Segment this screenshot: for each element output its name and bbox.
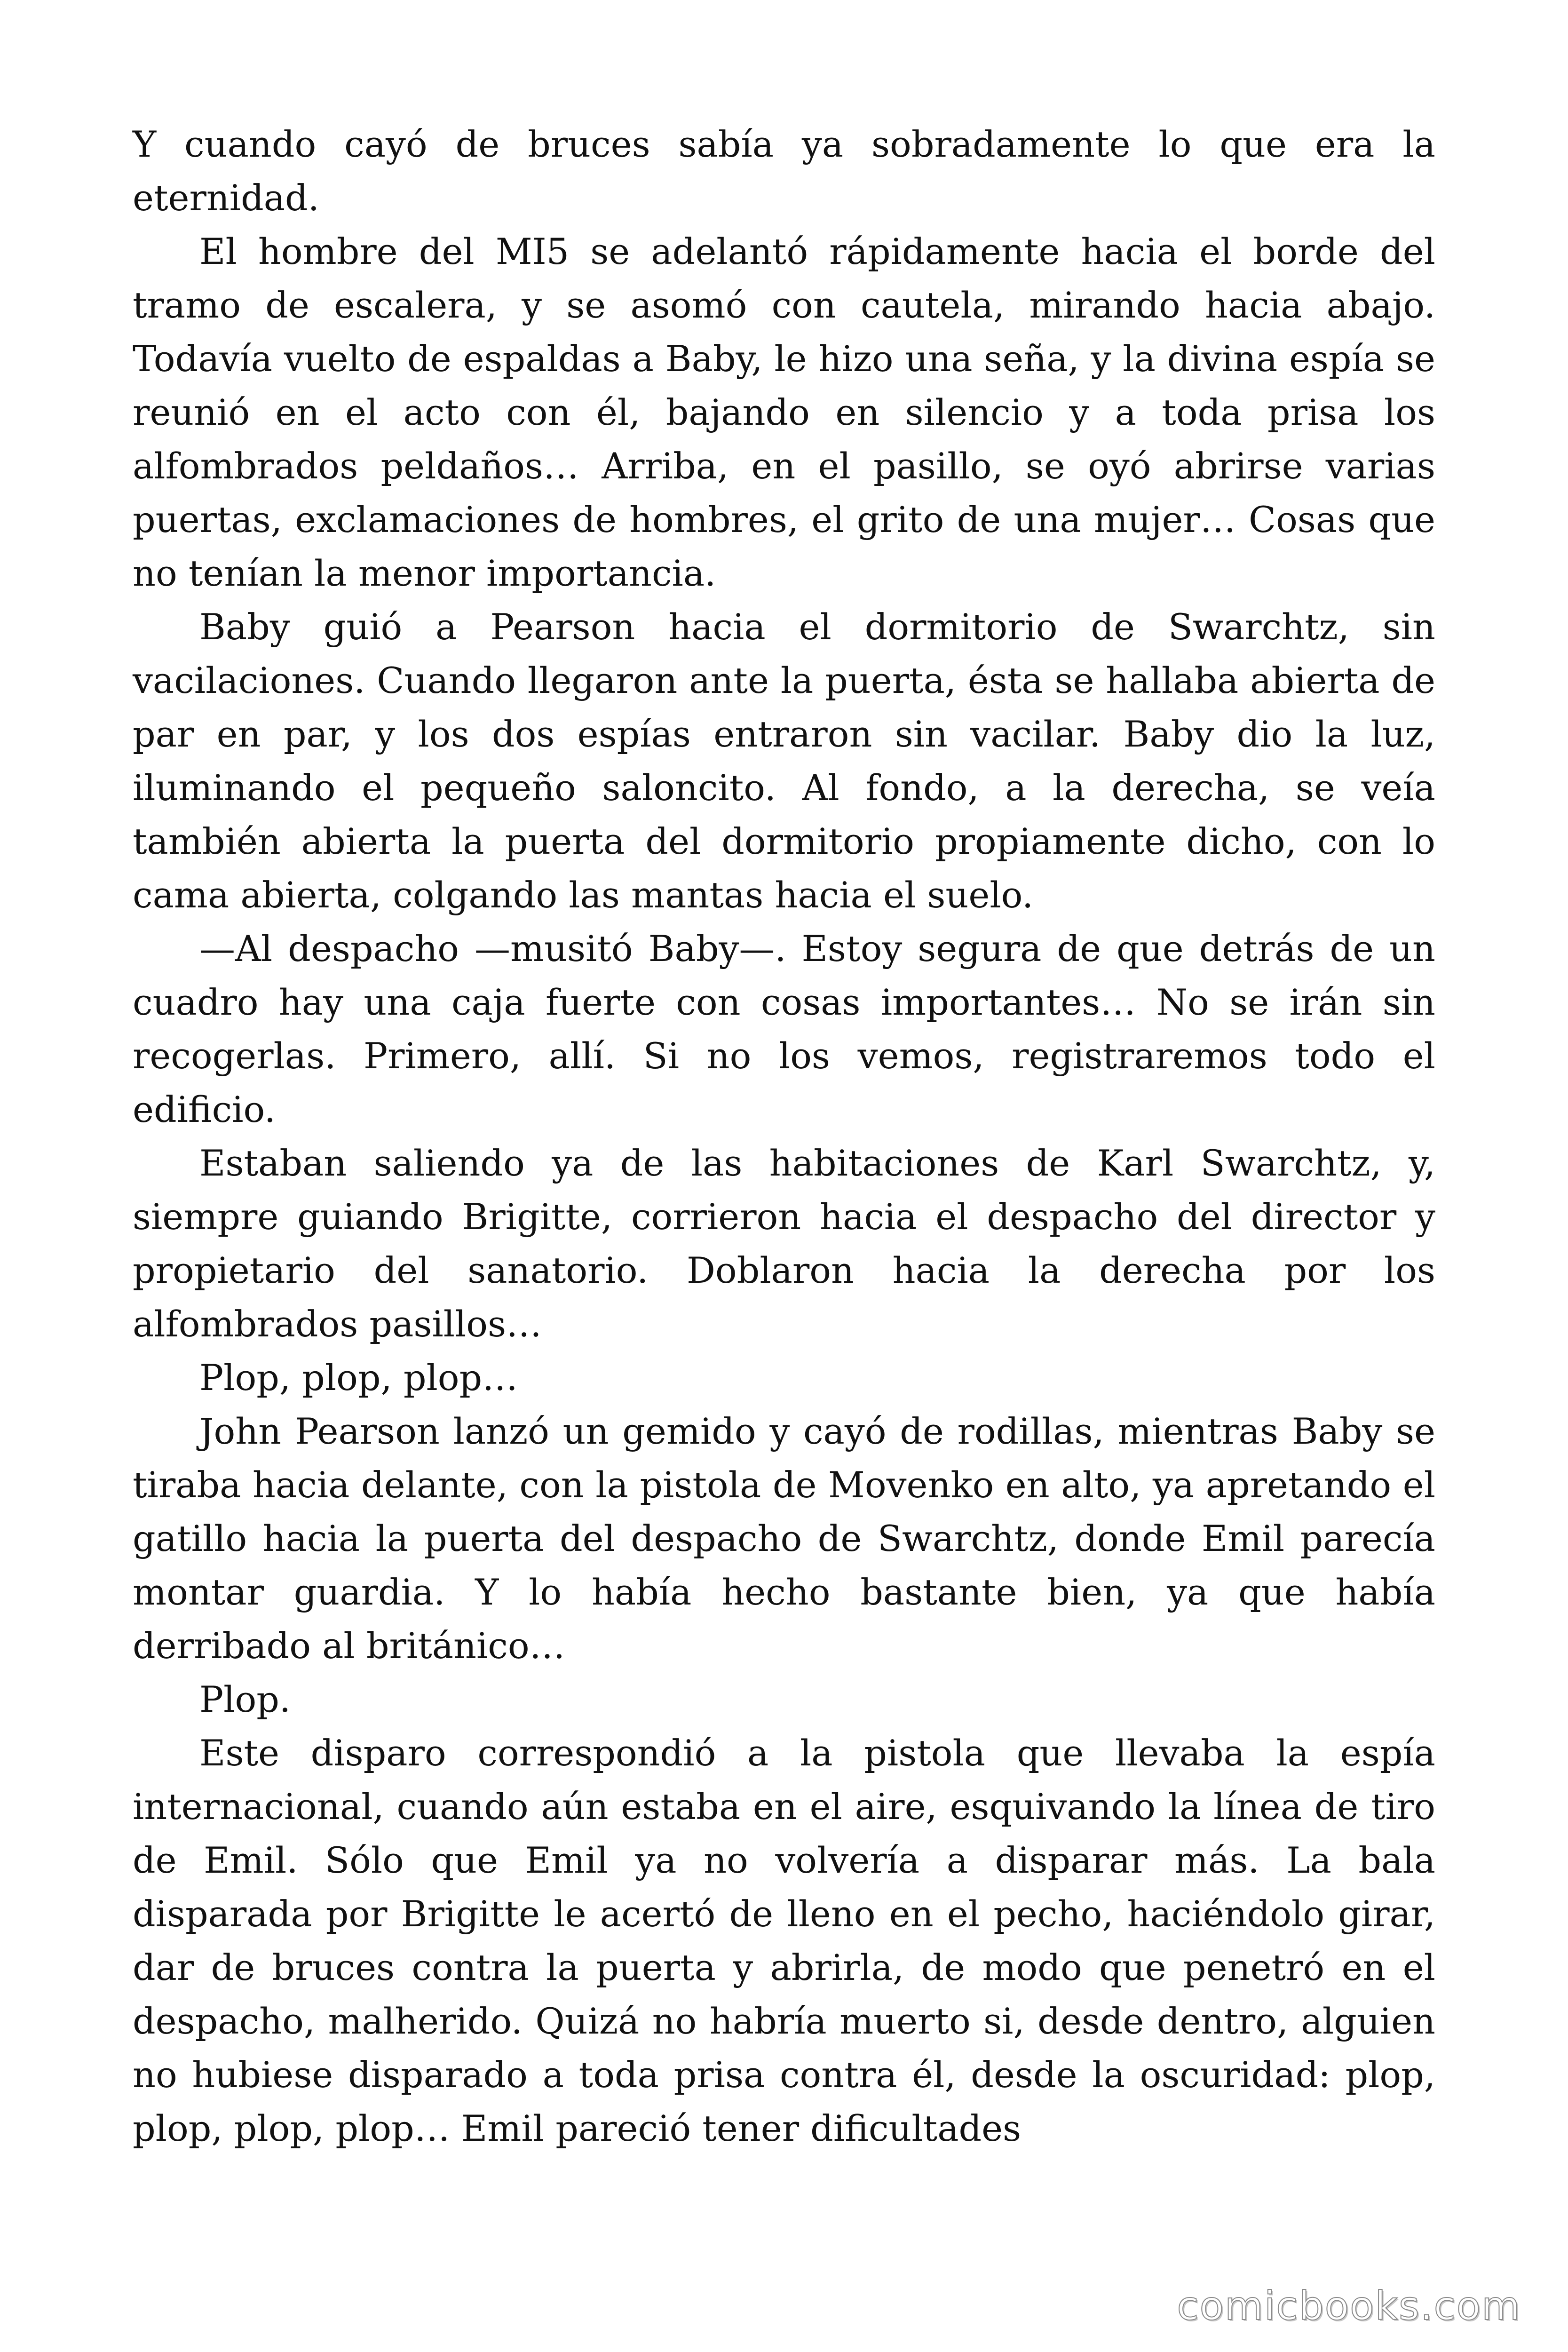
paragraph-8: Plop. (199, 1678, 291, 1720)
paragraph-9: Este disparo correspondió a la pistola que llevaba la espía internacional, cuando aún estaba en el aire, esquivando la línea de tiro de Emil. Sólo que Emil ya no volvería a disparar más. La bala disparada por Brigitte le acertó de lleno en el pecho, haciéndolo girar, dar de bruces contra la puerta y abrirla, de modo que penetró en el despacho, malherido. Quizá no habría muerto si, desde dentro, alguien no hubiese disparado a toda prisa contra él, desde la oscuridad: plop, plop, plop, plop… Emil pareció tener dificultades (133, 1732, 1435, 2149)
paragraph-1: Y cuando cayó de bruces sabía ya sobradamente lo que era la eternidad. (133, 123, 1435, 219)
paragraph-6: Plop, plop, plop… (199, 1357, 518, 1398)
paragraph-7: John Pearson lanzó un gemido y cayó de rodillas, mientras Baby se tiraba hacia delante, con la pistola de Movenko en alto, ya apretando el gatillo hacia la puerta del despacho de Swarchtz, donde Emil parecía montar guardia. Y lo había hecho bastante bien, ya que había derribado al británico… (133, 1410, 1435, 1667)
paragraph-2: El hombre del MI5 se adelantó rápidamente hacia el borde del tramo de escalera, y se asomó con cautela, mirando hacia abajo. Todavía vuelto de espaldas a Baby, le hizo una seña, y la divina espía se reunió en el acto con él, bajando en silencio y a toda prisa los alfombrados peldaños… Arriba, en el pasillo, se oyó abrirse varias puertas, exclamaciones de hombres, el grito de una mujer… Cosas que no tenían la menor importancia. (133, 230, 1435, 594)
watermark: comicbooks.com (1177, 2283, 1521, 2329)
paragraph-3: Baby guió a Pearson hacia el dormitorio de Swarchtz, sin vacilaciones. Cuando llegaron ante la puerta, ésta se hallaba abierta de par en par, y los dos espías entraron sin vacilar. Baby dio la luz, iluminando el pequeño saloncito. Al fondo, a la derecha, se veía también abierta la puerta del dormitorio propiamente dicho, con lo cama abierta, colgando las mantas hacia el suelo. (133, 606, 1435, 916)
paragraph-5: Estaban saliendo ya de las habitaciones de Karl Swarchtz, y, siempre guiando Brigitte, corrieron hacia el despacho del director y propietario del sanatorio. Doblaron hacia la derecha por los alfombrados pasillos… (133, 1142, 1435, 1345)
paragraph-4: —Al despacho —musitó Baby—. Estoy segura de que detrás de un cuadro hay una caja fuerte con cosas importantes… No se irán sin recogerlas. Primero, allí. Si no los vemos, registraremos todo el edificio. (133, 928, 1435, 1130)
page-body (133, 118, 1435, 2155)
